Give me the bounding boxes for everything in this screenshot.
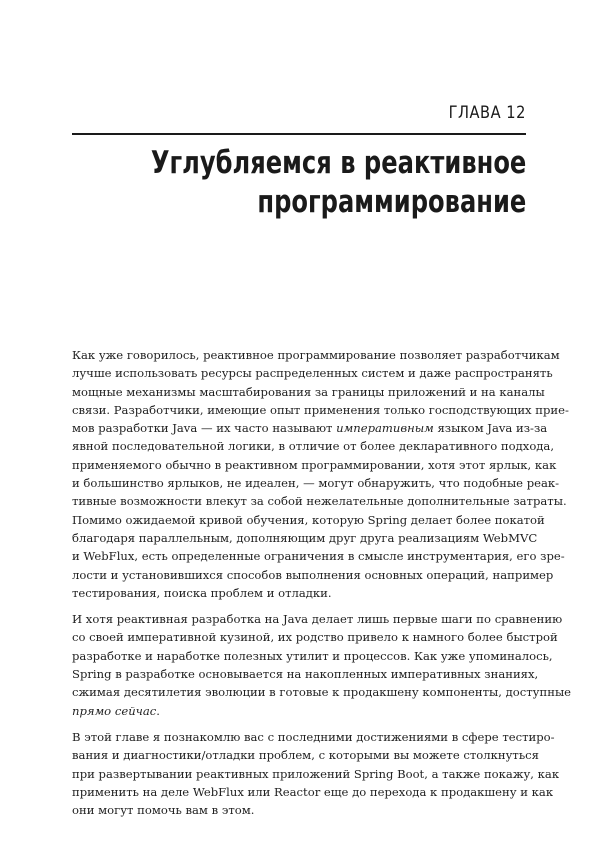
paragraph xyxy=(72,728,560,819)
text-line: вания и диагностики/отладки проблем, с которыми вы можете столкнуться xyxy=(72,748,539,763)
chapter-title-line: Углубляемся в реактивное xyxy=(150,145,526,181)
text-line: явной последовательной логики, в отличие от более декларативного подхода, xyxy=(72,439,555,454)
text-line: тивные возможности влекут за собой нежелательные дополнительные затраты. xyxy=(72,494,567,509)
chapter-label: ГЛАВА 12 xyxy=(448,103,526,123)
text-line: тестирования, поиска проблем и отладки. xyxy=(72,585,332,600)
text-line: В этой главе я познакомлю вас с последними достижениями в сфере тестиро- xyxy=(72,729,555,744)
text-line: Помимо ожидаемой кривой обучения, которую Spring делает более покатой xyxy=(72,512,545,527)
text-line: и большинство ярлыков, не идеален, — могут обнаружить, что подобные реак- xyxy=(72,476,560,491)
text-line: благодаря параллельным, дополняющим друг друга реализациям WebMVC xyxy=(72,530,538,545)
text-line: лости и установившихся способов выполнения основных операций, например xyxy=(72,567,554,582)
text-line: И хотя реактивная разработка на Java делает лишь первые шаги по сравнению xyxy=(72,612,563,627)
text-line: со своей императивной кузиной, их родство привело к намного более быстрой xyxy=(72,630,558,645)
text-line: разработке и наработке полезных утилит и процессов. Как уже упоминалось, xyxy=(72,648,553,663)
paragraph xyxy=(72,346,569,602)
chapter-title xyxy=(151,144,526,222)
text-line: прямо сейчас. xyxy=(72,703,160,718)
text-line: при развертывании реактивных приложений Spring Boot, а также покажу, как xyxy=(72,766,560,781)
text-line: мощные механизмы масштабирования за границы приложений и на каналы xyxy=(72,384,545,399)
chapter-title-line: программирование xyxy=(257,184,526,220)
paragraph xyxy=(72,610,572,720)
text-line: сжимая десятилетия эволюции в готовые к продакшену компоненты, доступные xyxy=(72,685,572,700)
text-line: они могут помочь вам в этом. xyxy=(72,803,255,818)
text-line: Как уже говорилось, реактивное программирование позволяет разработчикам xyxy=(72,348,560,362)
text-line: применить на деле WebFlux или Reactor еще до перехода к продакшену и как xyxy=(72,784,554,799)
text-line: применяемого обычно в реактивном программировании, хотя этот ярлык, как xyxy=(72,457,557,472)
text-line: лучше использовать ресурсы распределенных систем и даже распространять xyxy=(72,366,553,381)
emphasis-text: прямо сейчас xyxy=(72,703,157,718)
emphasis-text: императивным xyxy=(336,421,434,436)
text-line: и WebFlux, есть определенные ограничения в смысле инструментария, его зре- xyxy=(72,549,565,564)
chapter-rule xyxy=(72,133,526,135)
text-line: Spring в разработке основывается на накопленных императивных знаниях, xyxy=(72,667,539,682)
text-line: мов разработки Java — их часто называют императивным языком Java из-за xyxy=(72,421,548,436)
body-text xyxy=(72,346,572,827)
text-line: связи. Разработчики, имеющие опыт применения только господствующих прие- xyxy=(72,402,569,417)
